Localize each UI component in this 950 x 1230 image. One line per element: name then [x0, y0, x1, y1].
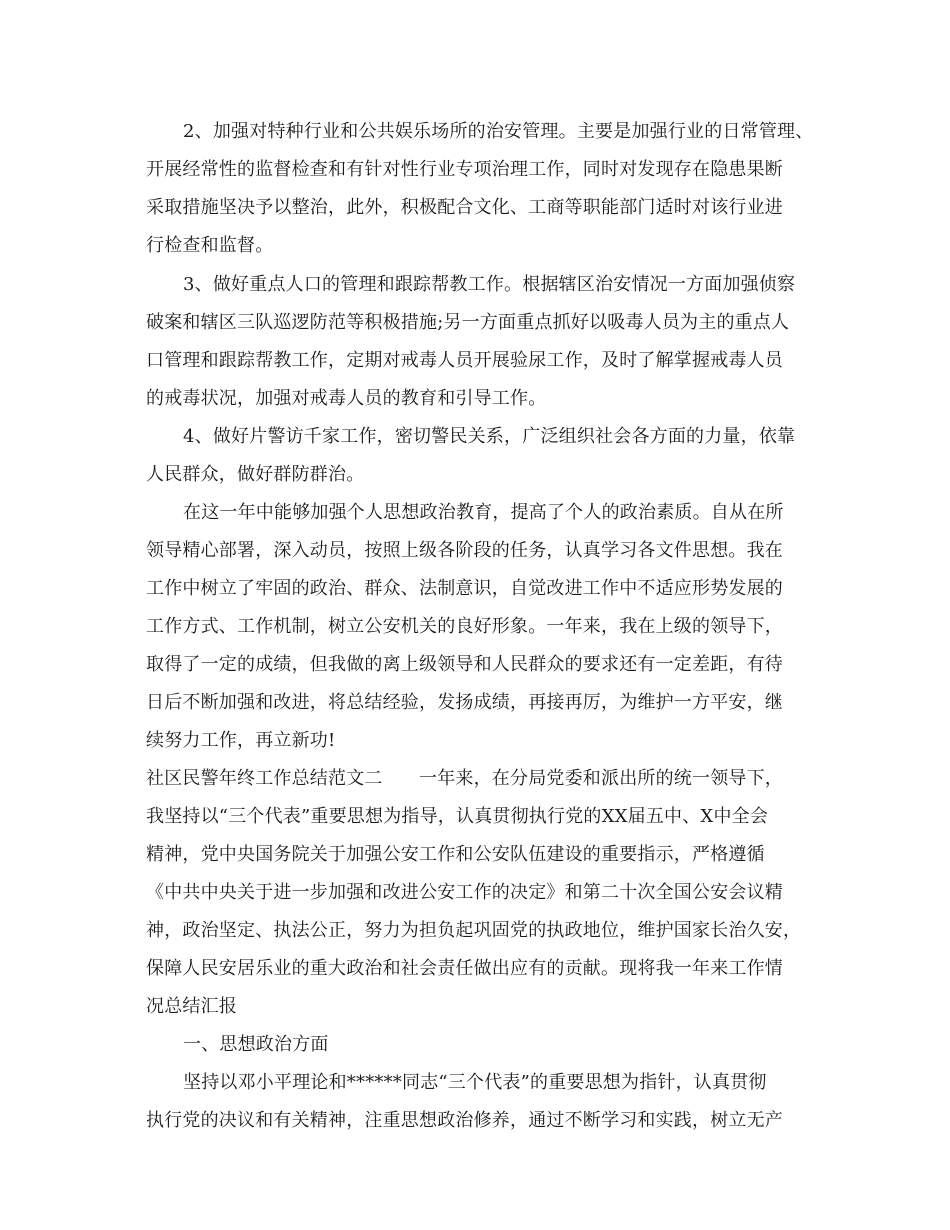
text-line: 开展经常性的监督检查和有针对性行业专项治理工作，同时对发现存在隐患果断: [146, 159, 783, 180]
text-line: 在这一年中能够加强个人思想政治教育，提高了个人的政治素质。自从在所: [183, 502, 784, 523]
text-line: 人民群众，做好群防群治。: [146, 464, 365, 485]
text-line: 的戒毒状况，加强对戒毒人员的教育和引导工作。: [146, 388, 547, 409]
text-line: 坚持以邓小平理论和******同志“三个代表”的重要思想为指针，认真贯彻: [183, 1072, 767, 1093]
text-line: 工作方式、工作机制，树立公安机关的良好形象。一年来，我在上级的领导下，: [146, 616, 783, 637]
text-line: 我坚持以“三个代表”重要思想为指导，认真贯彻执行党的XX届五中、X中全会: [146, 806, 769, 827]
subheading-line: 一、思想政治方面: [183, 1034, 329, 1055]
text-line: 破案和辖区三队巡逻防范等积极措施;另一方面重点抓好以吸毒人员为主的重点人: [146, 312, 790, 333]
text-line: 况总结汇报: [146, 996, 237, 1017]
text-line: 采取措施坚决予以整治，此外，积极配合文化、工商等职能部门适时对该行业进: [146, 197, 783, 218]
text-line: 2、加强对特种行业和公共娱乐场所的治安管理。主要是加强行业的日常管理、: [183, 121, 814, 142]
text-line: 4、做好片警访千家工作，密切警民关系，广泛组织社会各方面的力量，依靠: [183, 426, 796, 447]
section-heading-line: 社区民警年终工作总结范文二 一年来，在分局党委和派出所的统一领导下，: [146, 768, 783, 789]
text-line: 工作中树立了牢固的政治、群众、法制意识，自觉改进工作中不适应形势发展的: [146, 578, 783, 599]
text-line: 执行党的决议和有关精神，注重思想政治修养，通过不断学习和实践，树立无产: [146, 1110, 783, 1131]
text-line: 精神，党中央国务院关于加强公安工作和公安队伍建设的重要指示，严格遵循: [146, 844, 765, 865]
text-line: 3、做好重点人口的管理和跟踪帮教工作。根据辖区治安情况一方面加强侦察: [183, 274, 796, 295]
text-line: 日后不断加强和改进，将总结经验，发扬成绩，再接再厉，为维护一方平安，继: [146, 692, 783, 713]
text-line: 保障人民安居乐业的重大政治和社会责任做出应有的贡献。现将我一年来工作情: [146, 958, 783, 979]
text-line: 神，政治坚定、执法公正，努力为担负起巩固党的执政地位，维护国家长治久安，: [146, 920, 802, 941]
text-line: 口管理和跟踪帮教工作，定期对戒毒人员开展验尿工作，及时了解掌握戒毒人员: [146, 350, 783, 371]
text-line: 续努力工作，再立新功!: [146, 730, 336, 751]
text-line: 领导精心部署，深入动员，按照上级各阶段的任务，认真学习各文件思想。我在: [146, 540, 783, 561]
text-line: 行检查和监督。: [146, 235, 274, 256]
text-line: 取得了一定的成绩，但我做的离上级领导和人民群众的要求还有一定差距，有待: [146, 654, 783, 675]
text-line: 《中共中央关于进一步加强和改进公安工作的决定》和第二十次全国公安会议精: [146, 882, 783, 903]
